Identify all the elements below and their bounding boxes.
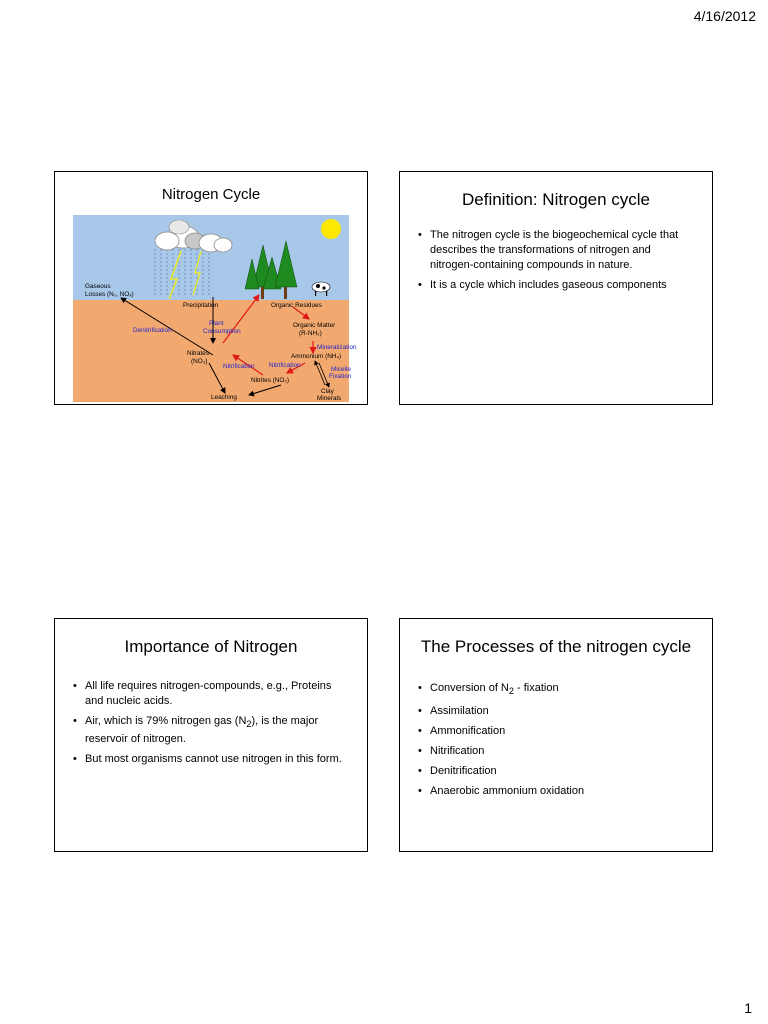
nitrites-label: Nitrites (NO₂) xyxy=(251,377,289,384)
clay-label-2: Minerals xyxy=(317,395,342,402)
gaseous-losses-label: Gaseous xyxy=(85,283,111,290)
mineralization-label: Mineralization xyxy=(317,344,357,351)
organic-matter-label-2: (R-NH₂) xyxy=(299,330,322,337)
denitrification-label: Denitrification xyxy=(133,327,172,334)
nitrogen-cycle-diagram xyxy=(73,215,357,402)
page-number: 1 xyxy=(744,1000,752,1016)
slide-title: The Processes of the nitrogen cycle xyxy=(420,637,692,656)
plant-consumption-label-2: Consumption xyxy=(203,328,241,335)
bullet-item: • Conversion of $N_2$ - fixation xyxy=(430,681,694,699)
micelle-label: Micelle xyxy=(331,366,351,373)
nitrification-label-1: Nitrification xyxy=(223,363,255,370)
gaseous-losses-label-2: Losses (N₂, NOₓ) xyxy=(85,291,134,298)
bullet-list xyxy=(55,679,367,767)
bullet-item: • Denitrification xyxy=(430,764,694,779)
nitrification-label-2: Nitrification xyxy=(269,362,301,369)
slide-importance xyxy=(54,618,368,852)
leaching-label: Leaching xyxy=(211,394,237,401)
organic-matter-label: Organic Matter xyxy=(293,322,336,329)
micelle-label-2: Fixation xyxy=(329,373,352,380)
organic-residues-label: Organic Residues xyxy=(271,302,322,309)
bullet-item: • But most organisms cannot use nitrogen in this form. xyxy=(85,752,349,767)
slide-title: Nitrogen Cycle xyxy=(161,186,261,203)
page-date: 4/16/2012 xyxy=(693,8,756,24)
bullet-item: • It is a cycle which includes gaseous components xyxy=(430,278,694,293)
bullet-item: • Assimilation xyxy=(430,704,694,719)
bullet-item: • Air, which is 79% nitrogen gas $(N_2)$, is the major reservoir of nitrogen. xyxy=(85,714,349,747)
bullet-list xyxy=(400,228,712,293)
bullet-item: • Anaerobic ammonium oxidation xyxy=(430,784,694,799)
bullet-list xyxy=(400,681,712,799)
bullet-item: • The nitrogen cycle is the biogeochemical cycle that describes the transformations of nitrogen and nitrogen-containing compounds in nature. xyxy=(430,228,694,273)
slide-processes xyxy=(399,618,713,852)
nitrates-label-2: (NO₃) xyxy=(191,358,208,365)
ammonium-label: Ammonium (NH₄) xyxy=(291,353,342,360)
precipitation-label: Precipitation xyxy=(183,302,219,309)
bullet-item: • Nitrification xyxy=(430,744,694,759)
clay-label: Clay xyxy=(321,388,334,395)
slide-nitrogen-cycle xyxy=(54,171,368,405)
bullet-item: • All life requires nitrogen-compounds, e.g., Proteins and nucleic acids. xyxy=(85,679,349,709)
slide-title: Importance of Nitrogen xyxy=(124,637,298,656)
plant-consumption-label: Plant xyxy=(209,320,224,327)
slide-definition xyxy=(399,171,713,405)
nitrates-label: Nitrates xyxy=(187,350,210,357)
slide-title: Definition: Nitrogen cycle xyxy=(461,190,651,209)
soil-area xyxy=(73,300,349,402)
bullet-item: • Ammonification xyxy=(430,724,694,739)
sun-icon xyxy=(321,219,341,239)
sky-area xyxy=(73,215,349,300)
